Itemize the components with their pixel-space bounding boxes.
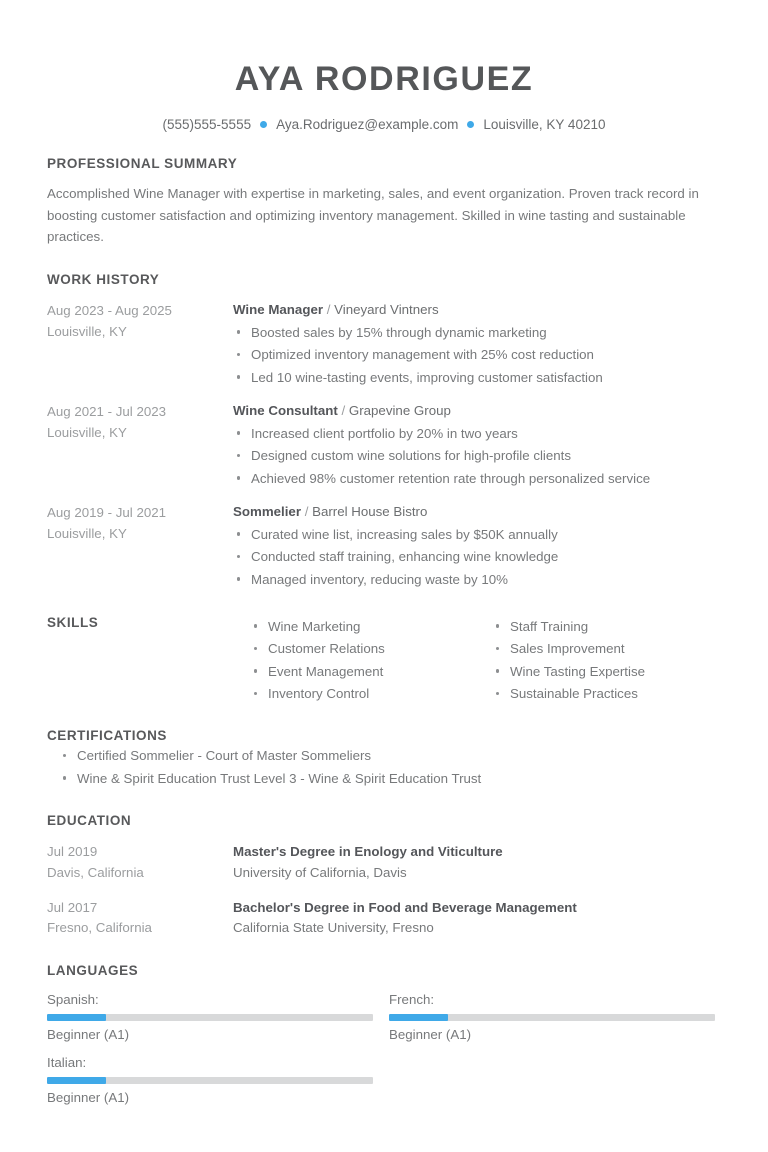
- work-bullet: Boosted sales by 15% through dynamic marketing: [233, 322, 721, 343]
- candidate-name: AYA RODRIGUEZ: [234, 60, 534, 98]
- email-text: Aya.Rodriguez@example.com: [276, 117, 459, 132]
- language-level: Beginner (A1): [47, 1090, 130, 1106]
- skill-item: Staff Training: [492, 616, 734, 637]
- skills-list-2: [492, 616, 734, 705]
- education-date: Jul 2019: [47, 843, 98, 859]
- separator-dot-icon: [467, 121, 474, 128]
- work-bullet: Increased client portfolio by 20% in two years: [233, 423, 721, 444]
- resume-header: [47, 60, 721, 132]
- language-proficiency-fill: [47, 1014, 106, 1021]
- education-school: California State University, Fresno: [233, 920, 434, 936]
- work-title-line: [233, 300, 721, 320]
- work-location: Louisville, KY: [47, 424, 127, 440]
- education-entry-body: [233, 898, 721, 940]
- skills-column-1: [250, 614, 492, 705]
- certifications-list: [47, 745, 721, 789]
- work-entry-meta: [47, 300, 233, 388]
- work-job-title: Wine Manager: [233, 302, 324, 318]
- skill-item: Inventory Control: [250, 683, 492, 704]
- work-bullet-list: [233, 423, 721, 489]
- skills-layout: [47, 614, 721, 705]
- education-location: Davis, California: [47, 864, 144, 880]
- work-company: Grapevine Group: [348, 402, 451, 418]
- education-date: Jul 2017: [47, 899, 98, 915]
- work-bullet: Designed custom wine solutions for high-profile clients: [233, 445, 721, 466]
- education-school: University of California, Davis: [233, 864, 407, 880]
- work-job-title: Wine Consultant: [233, 402, 338, 418]
- skill-item: Sustainable Practices: [492, 683, 734, 704]
- section-heading-languages: LANGUAGES: [47, 963, 139, 979]
- education-degree: Master's Degree in Enology and Viticulture: [233, 843, 503, 859]
- work-location: Louisville, KY: [47, 323, 127, 339]
- phone-text: (555)555-5555: [162, 117, 252, 132]
- work-title-line: [233, 401, 721, 421]
- education-entry-meta: [47, 842, 233, 884]
- language-level: Beginner (A1): [389, 1027, 472, 1043]
- work-entry-meta: [47, 401, 233, 489]
- section-heading-education: EDUCATION: [47, 812, 132, 828]
- education-entry: [47, 842, 721, 884]
- language-item: [47, 990, 373, 1045]
- section-heading-work-history: WORK HISTORY: [47, 272, 160, 288]
- work-bullet-list: [233, 524, 721, 590]
- skills-column-2: [492, 614, 734, 705]
- language-proficiency-bar: [389, 1014, 715, 1021]
- section-certifications: [47, 728, 721, 789]
- language-name: Italian:: [47, 1055, 87, 1071]
- section-work-history: [47, 272, 721, 590]
- work-company: Vineyard Vintners: [334, 302, 439, 318]
- work-bullet: Managed inventory, reducing waste by 10%: [233, 569, 721, 590]
- language-level: Beginner (A1): [47, 1027, 130, 1043]
- work-title-separator: /: [323, 302, 335, 318]
- work-bullet-list: [233, 322, 721, 388]
- work-title-line: [233, 502, 721, 522]
- work-entry-body: [233, 401, 721, 489]
- certification-item: Certified Sommelier - Court of Master Sommeliers: [59, 745, 721, 766]
- work-title-separator: /: [301, 503, 313, 519]
- section-languages: [47, 963, 721, 1108]
- language-name: French:: [389, 992, 435, 1008]
- education-entry: [47, 898, 721, 940]
- section-professional-summary: [47, 156, 721, 248]
- work-bullet: Led 10 wine-tasting events, improving customer satisfaction: [233, 367, 721, 388]
- work-bullet: Achieved 98% customer retention rate through personalized service: [233, 468, 721, 489]
- education-location: Fresno, California: [47, 920, 152, 936]
- work-dates: Aug 2023 - Aug 2025: [47, 303, 172, 319]
- education-degree: Bachelor's Degree in Food and Beverage Management: [233, 899, 577, 915]
- section-skills: [47, 614, 721, 705]
- summary-text: Accomplished Wine Manager with expertise in marketing, sales, and event organization. Proven track record in boosting customer satisfaction and optimizing inventory management. Skilled in wine tasting and sustainable practices.: [47, 186, 699, 245]
- skill-item: Wine Tasting Expertise: [492, 661, 734, 682]
- skill-item: Wine Marketing: [250, 616, 492, 637]
- work-dates: Aug 2021 - Jul 2023: [47, 403, 167, 419]
- work-entry-body: [233, 300, 721, 388]
- language-proficiency-fill: [389, 1014, 448, 1021]
- work-dates: Aug 2019 - Jul 2021: [47, 504, 167, 520]
- section-heading-summary: PROFESSIONAL SUMMARY: [47, 156, 238, 171]
- skills-list-1: [250, 616, 492, 705]
- education-entry-meta: [47, 898, 233, 940]
- skill-item: Sales Improvement: [492, 638, 734, 659]
- work-entry-body: [233, 502, 721, 590]
- work-location: Louisville, KY: [47, 525, 127, 541]
- section-heading-certifications: CERTIFICATIONS: [47, 728, 167, 744]
- work-entry: [47, 502, 721, 590]
- location-text: Louisville, KY 40210: [483, 117, 606, 132]
- skill-item: Customer Relations: [250, 638, 492, 659]
- language-proficiency-bar: [47, 1077, 373, 1084]
- language-item: [389, 990, 715, 1045]
- work-entry-meta: [47, 502, 233, 590]
- education-entry-body: [233, 842, 721, 884]
- contact-line: [47, 117, 721, 132]
- language-proficiency-fill: [47, 1077, 106, 1084]
- certification-item: Wine & Spirit Education Trust Level 3 - Wine & Spirit Education Trust: [59, 768, 721, 789]
- work-entry: [47, 401, 721, 489]
- work-job-title: Sommelier: [233, 503, 301, 519]
- work-bullet: Curated wine list, increasing sales by $50K annually: [233, 524, 721, 545]
- skills-heading-wrap: [47, 614, 250, 705]
- skill-item: Event Management: [250, 661, 492, 682]
- work-bullet: Optimized inventory management with 25% cost reduction: [233, 344, 721, 365]
- work-company: Barrel House Bistro: [312, 503, 428, 519]
- language-proficiency-bar: [47, 1014, 373, 1021]
- languages-grid: [47, 990, 721, 1108]
- language-item: [47, 1053, 373, 1108]
- section-education: [47, 813, 721, 940]
- work-entry: [47, 300, 721, 388]
- separator-dot-icon: [260, 121, 267, 128]
- language-name: Spanish:: [47, 992, 99, 1008]
- work-title-separator: /: [337, 402, 349, 418]
- section-heading-skills: SKILLS: [47, 614, 99, 630]
- work-bullet: Conducted staff training, enhancing wine knowledge: [233, 546, 721, 567]
